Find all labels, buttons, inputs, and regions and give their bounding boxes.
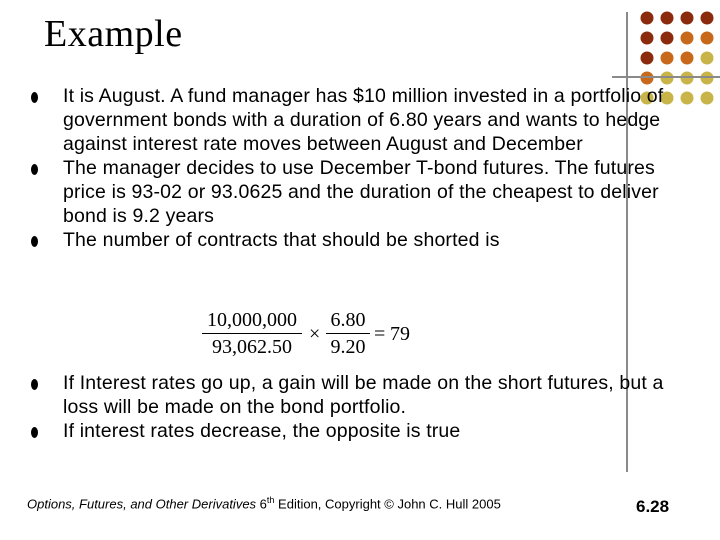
numerator: 10,000,000: [207, 309, 297, 331]
contracts-formula: [202, 309, 432, 363]
bullet-dot-icon: [31, 164, 38, 175]
edition-suffix: th: [266, 495, 275, 505]
list-item: [28, 84, 668, 156]
formula-result: 79: [390, 323, 410, 345]
decorative-dot: [681, 32, 694, 45]
list-item: [28, 156, 668, 228]
page-number: 6.28: [636, 497, 670, 516]
bullet-text: If interest rates decrease, the opposite is true: [63, 420, 461, 442]
book-title: Options, Futures, and Other Derivatives: [27, 496, 257, 512]
list-item: [28, 371, 668, 419]
list-item: [28, 419, 668, 443]
slide-title: Example: [44, 13, 183, 55]
decorative-dot: [661, 52, 674, 65]
decorative-dot: [641, 72, 654, 85]
bullet-list: [28, 84, 668, 252]
copyright-text: Edition, Copyright © John C. Hull 2005: [278, 496, 501, 512]
decorative-dot: [661, 72, 674, 85]
denominator: 93,062.50: [212, 336, 292, 358]
bullet-dot-icon: [31, 379, 38, 390]
decorative-horizontal-line: [612, 76, 720, 78]
denominator: 9.20: [330, 336, 366, 358]
decorative-dot: [681, 12, 694, 25]
decorative-dot: [701, 72, 714, 85]
fraction-bar: [326, 333, 370, 334]
decorative-dot: [701, 52, 714, 65]
decorative-dot: [661, 12, 674, 25]
list-item: [28, 228, 668, 252]
fraction-bar: [202, 333, 302, 334]
footer-citation: [27, 495, 501, 511]
decorative-dot: [681, 52, 694, 65]
fraction-notional: [202, 309, 302, 359]
times-sign: ×: [309, 323, 321, 345]
bullet-dot-icon: [31, 236, 38, 247]
bullet-text: If Interest rates go up, a gain will be made on the short futures, but a loss will be made on the bond portfolio.: [63, 372, 664, 418]
bullet-text: The number of contracts that should be shorted is: [63, 229, 500, 251]
fraction-duration: [326, 309, 370, 359]
decorative-dot: [701, 12, 714, 25]
numerator: 6.80: [330, 309, 366, 331]
bullet-text: It is August. A fund manager has $10 million invested in a portfolio of government bonds with a duration of 6.80 years and wants to hedge against interest rate moves between August and December: [63, 85, 664, 155]
decorative-dot: [661, 32, 674, 45]
decorative-dot: [681, 92, 694, 105]
decorative-dot: [641, 52, 654, 65]
equals-sign: =: [374, 323, 386, 345]
decorative-dot: [681, 72, 694, 85]
bullet-dot-icon: [31, 427, 38, 438]
bullet-dot-icon: [31, 92, 38, 103]
bullet-text: The manager decides to use December T-bond futures. The futures price is 93-02 or 93.0625 and the duration of the cheapest to deliver bond is 9.2 years: [63, 157, 659, 227]
bullet-list-2: [28, 371, 668, 443]
decorative-dot: [641, 12, 654, 25]
decorative-dot: [701, 92, 714, 105]
decorative-dot: [701, 32, 714, 45]
decorative-dot: [641, 32, 654, 45]
edition-number: 6: [259, 496, 267, 512]
